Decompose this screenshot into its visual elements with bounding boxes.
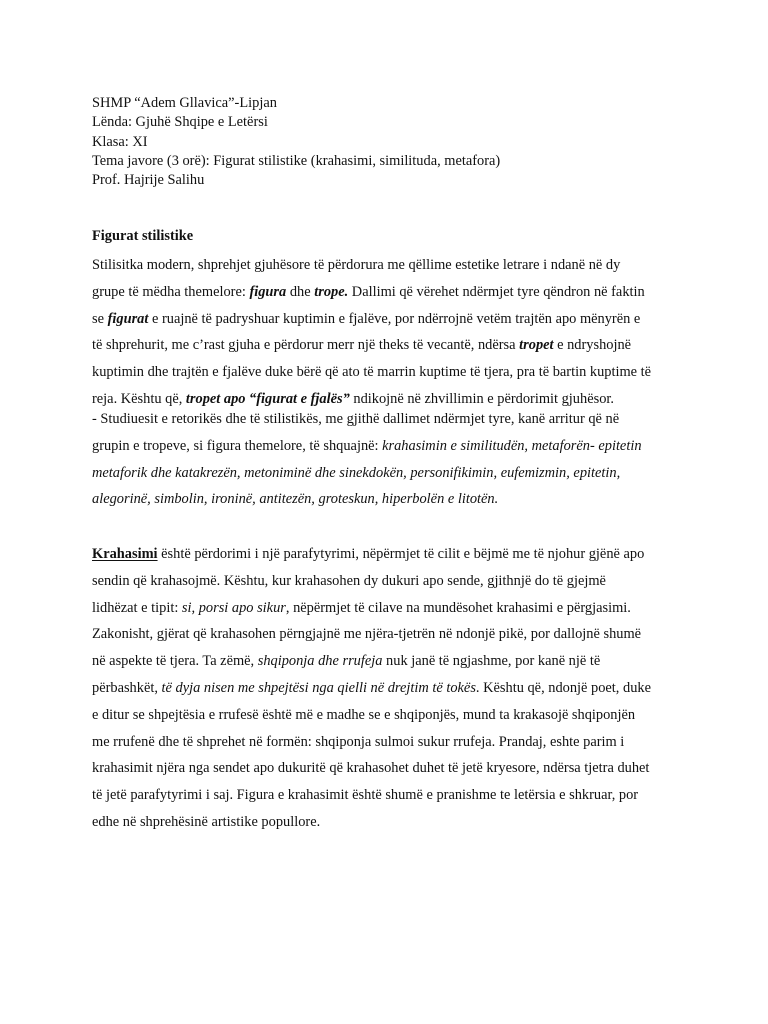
italic-list: alegorinë, simbolin, ironinë, antitezën, groteskun, hiperbolën e litotën. xyxy=(92,491,499,508)
text-run: reja. Kështu që, xyxy=(92,390,186,407)
text-run: edhe në shprehësinë artistike popullore. xyxy=(92,813,321,830)
text-line xyxy=(92,759,692,786)
text-line xyxy=(92,813,692,840)
text-line xyxy=(92,625,692,652)
school-name: SHMP “Adem Gllavica”-Lipjan xyxy=(92,95,277,111)
text-run: e ditur se shpejtësia e rrufesë është më e madhe se e shqiponjës, mund ta krakasojë shqiponjën xyxy=(92,706,636,723)
text-run: krahasimit njëra nga sendet apo dukuritë që krahasohet duhet të jetë kryesore, ndërsa tjetra duhet xyxy=(92,760,650,777)
text-line xyxy=(92,572,692,599)
text-run: e ndryshojnë xyxy=(553,337,632,354)
text-run: Stilisitka modern, shprehjet gjuhësore të përdorura me qëllime estetike letrare i ndanë në dy xyxy=(92,257,621,273)
italic-list: metaforik dhe katakrezën, metoniminë dhe sinekdokën, personifikimin, eufemizmin, epitetin, xyxy=(92,464,621,481)
italic-example: shqiponja dhe rrufeja xyxy=(257,653,383,670)
italic-conjunctions: si, porsi apo sikur xyxy=(181,599,286,616)
subject-line: Lënda: Gjuhë Shqipe e Letërsi xyxy=(92,114,268,131)
term-tropet: tropet xyxy=(519,337,554,354)
text-line xyxy=(92,464,692,491)
term-figurat-e-fjales: tropet apo “figurat e fjalës” xyxy=(185,390,350,407)
text-run: lidhëzat e tipit: xyxy=(92,599,182,616)
term-krahasimi: Krahasimi xyxy=(92,546,158,562)
text-run: - Studiuesit e retorikës dhe të stilistikës, me gjithë dallimet ndërmjet tyre, kanë arritur që në xyxy=(92,410,620,427)
text-run: grupin e tropeve, si figura themelore, të shquajnë: xyxy=(92,437,383,454)
paragraph-figures xyxy=(92,256,692,517)
term-figura: figura xyxy=(249,283,287,300)
text-line xyxy=(92,363,692,390)
text-line xyxy=(92,733,692,760)
term-figurat: figurat xyxy=(107,310,149,327)
text-run: nuk janë të ngjashme, por kanë një të xyxy=(382,653,601,670)
class-line: Klasa: XI xyxy=(92,133,148,150)
text-run: grupe të mëdha themelore: xyxy=(92,283,250,300)
text-line xyxy=(92,490,692,517)
topic-line: Tema javore (3 orë): Figurat stilistike (krahasimi, similituda, metafora) xyxy=(92,152,501,169)
text-run: është përdorimi i një parafytyrimi, nëpërmjet të cilit e bëjmë me të njohur gjënë apo xyxy=(157,546,645,562)
text-run: ndikojnë në zhvillimin e përdorimit gjuhësor. xyxy=(349,390,614,407)
text-line xyxy=(92,599,692,626)
text-line xyxy=(92,545,692,572)
italic-example: të dyja nisen me shpejtësi nga qielli në drejtim të tokës xyxy=(161,679,476,696)
text-line xyxy=(92,283,692,310)
text-run: , nëpërmjet të cilave na mundësohet krahasimi e përgjasimi. xyxy=(285,599,631,616)
text-line xyxy=(92,679,692,706)
text-run: Zakonisht, gjërat që krahasohen përngjajnë me njëra-tjetrën në ndonjë pikë, por dallojnë shumë xyxy=(92,626,642,643)
text-run: në aspekte të tjera. Ta zëmë, xyxy=(92,653,258,670)
document-header xyxy=(92,94,692,190)
text-run: dhe xyxy=(286,283,315,300)
text-run: kuptimin dhe trajtën e fjalëve duke bërë që ato të marrin kuptime të tjera, pra të bartin kuptime të xyxy=(92,364,652,381)
paragraph-krahasimi xyxy=(92,545,692,840)
text-run: të shprehurit, me c’rast gjuha e përdorur merr një theks të vecantë, ndërsa xyxy=(92,337,520,354)
text-line xyxy=(92,786,692,813)
text-line xyxy=(92,310,692,337)
text-line xyxy=(92,256,692,283)
text-run: sendin që krahasojmë. Kështu, kur krahasohen dy dukuri apo sende, gjithnjë do të gjejmë xyxy=(92,572,606,589)
italic-list: krahasimin e similitudën, metaforën- epitetin xyxy=(382,437,642,454)
text-line xyxy=(92,706,692,733)
text-run: të jetë parafytyrimi i saj. Figura e krahasimit është shumë e pranishme te letërsia e shkruar, por xyxy=(92,787,639,804)
text-run: Dallimi që vërehet ndërmjet tyre qëndron në faktin xyxy=(348,283,645,300)
section-title: Figurat stilistike xyxy=(92,228,194,244)
term-trope: trope. xyxy=(314,283,349,300)
text-line xyxy=(92,390,692,410)
text-line xyxy=(92,410,692,437)
text-line xyxy=(92,652,692,679)
text-run: . Kështu që, ndonjë poet, duke xyxy=(475,679,651,696)
text-line xyxy=(92,437,692,464)
text-run: përbashkët, xyxy=(92,679,162,696)
teacher-line: Prof. Hajrije Salihu xyxy=(92,172,205,189)
text-run: me rrufenë dhe të shprehet në formën: shqiponja sulmoi sukur rrufeja. Prandaj, eshte parim i xyxy=(92,733,625,750)
text-line xyxy=(92,336,692,363)
text-run: se xyxy=(92,310,108,327)
text-run: e ruajnë të padryshuar kuptimin e fjalëve, por ndërrojnë vetëm trajtën apo mënyrën e xyxy=(148,310,641,327)
